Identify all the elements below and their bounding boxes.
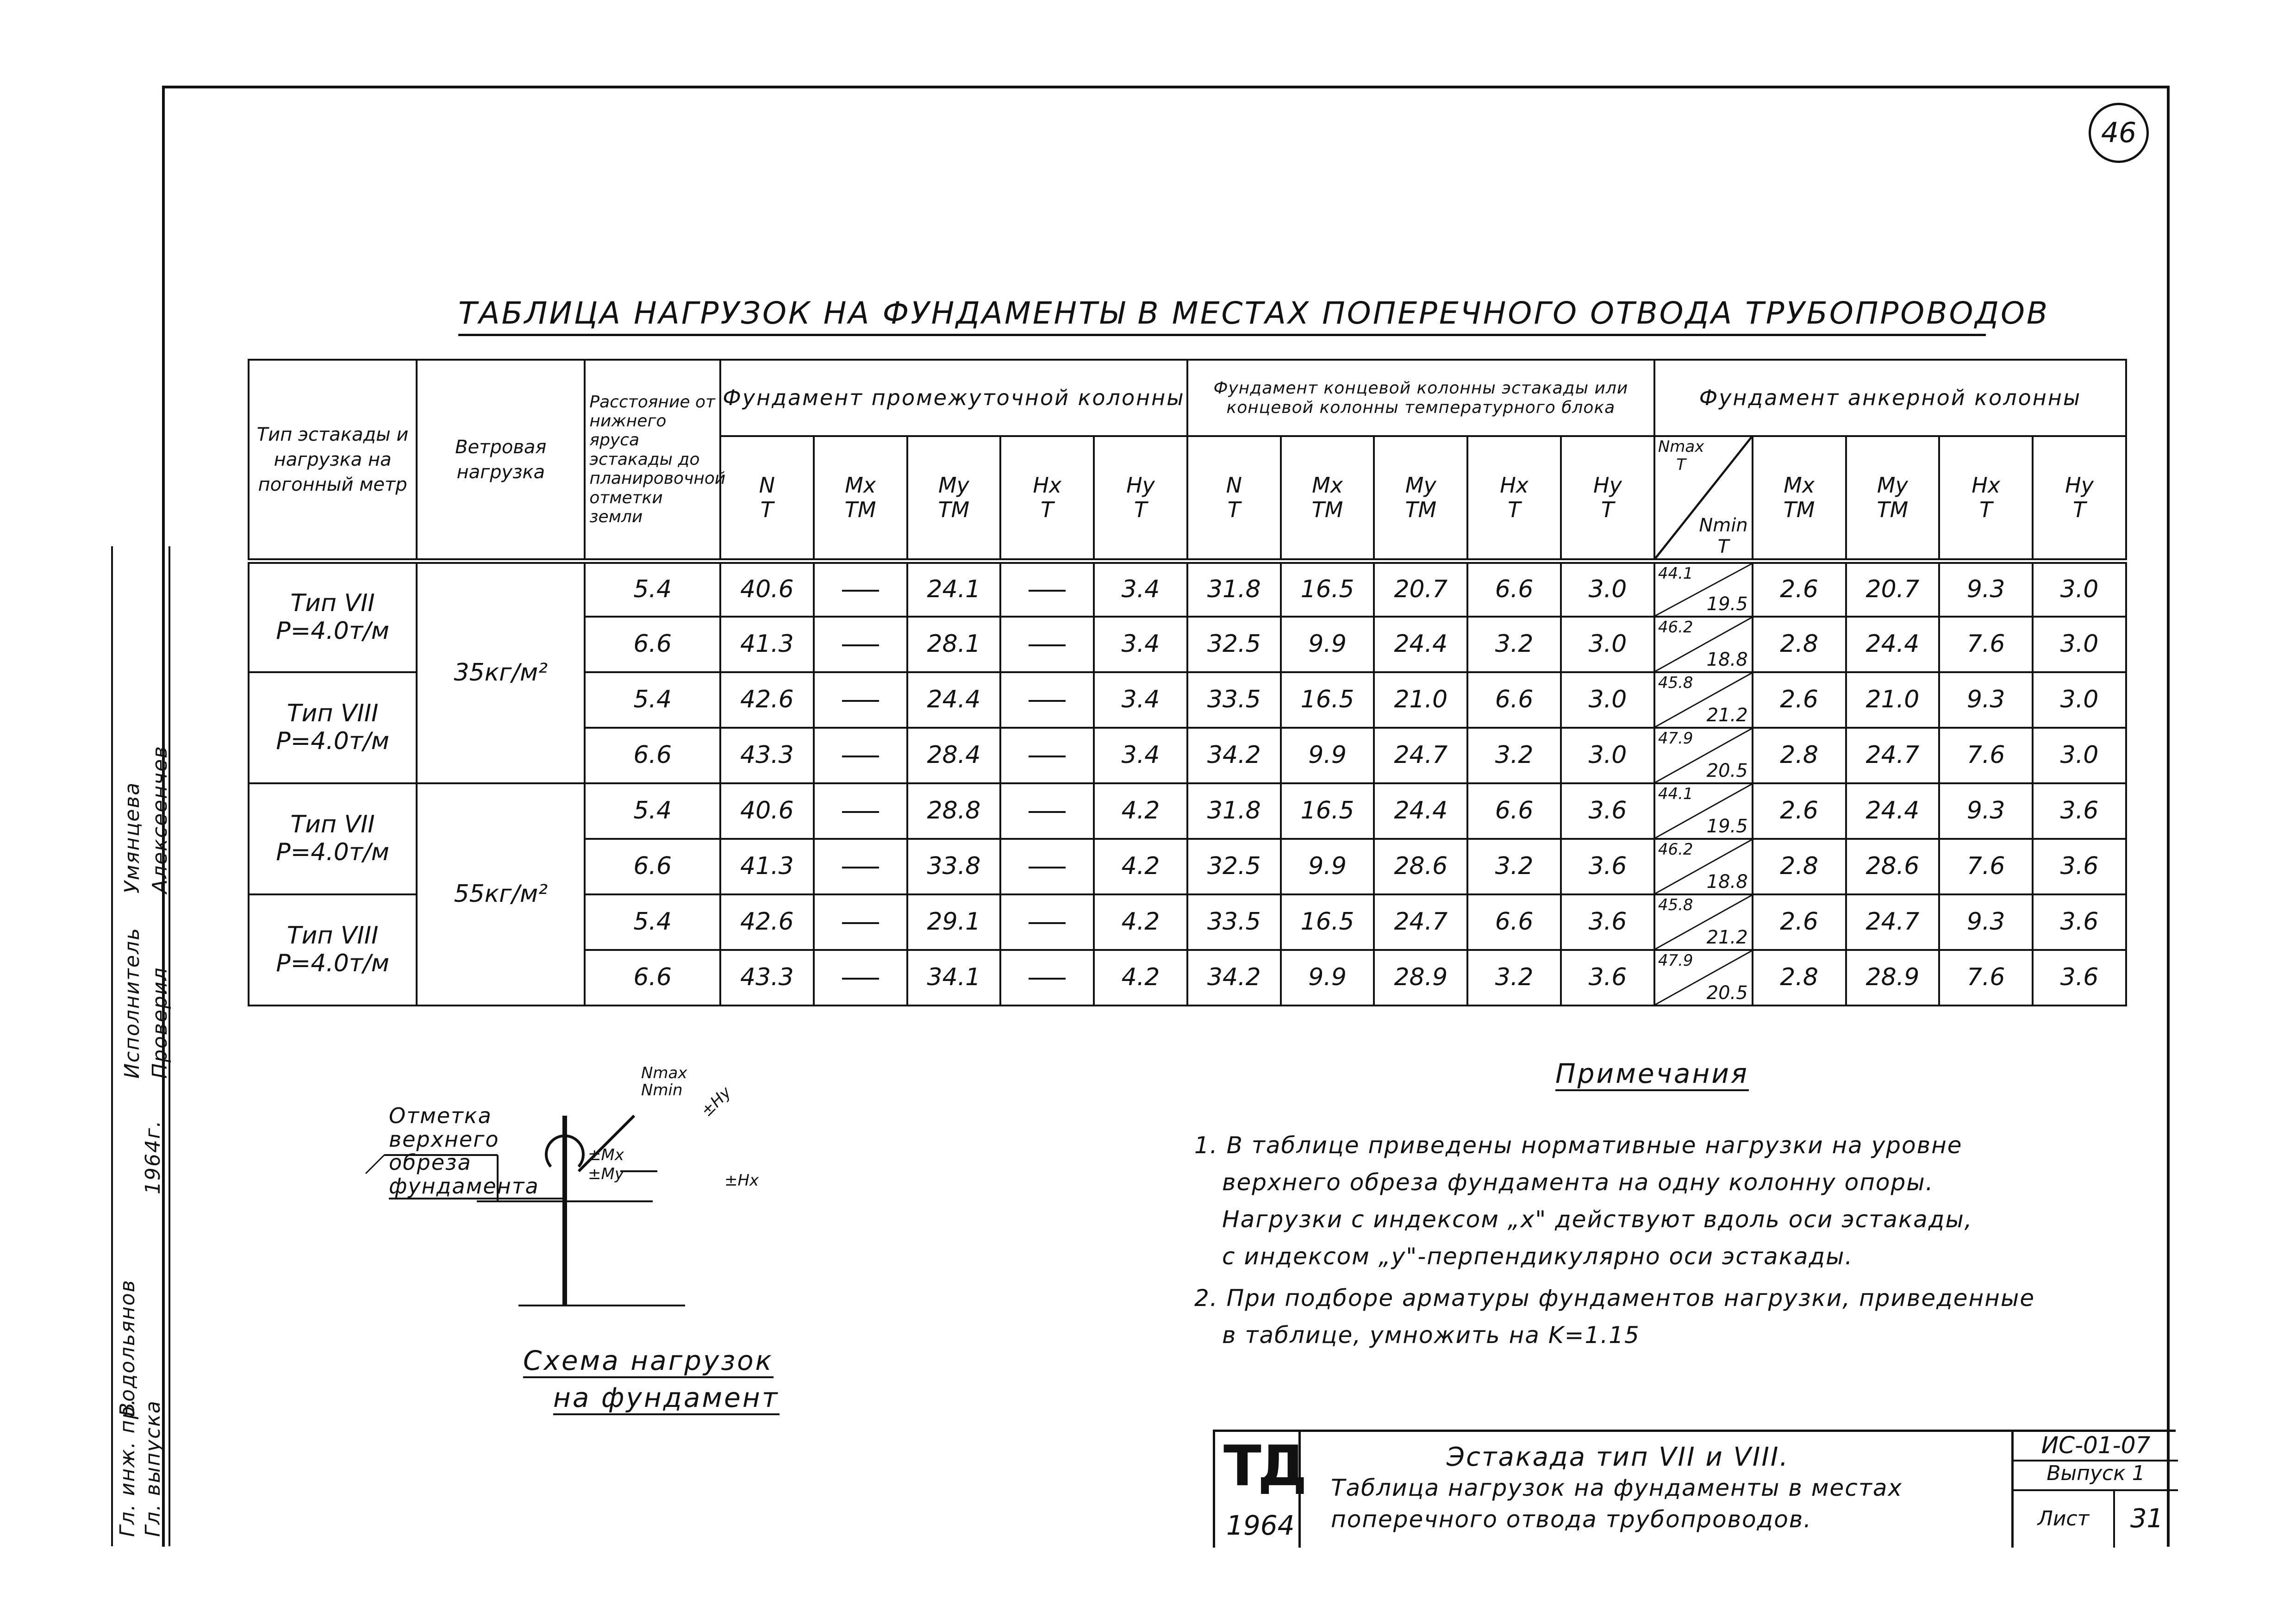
cell-eN: 33.5 [1187, 894, 1281, 950]
cell-eN: 31.8 [1187, 783, 1281, 839]
cell-empty [1000, 561, 1094, 617]
col-N: N Т [720, 436, 814, 561]
cell-eHx: 6.6 [1467, 783, 1561, 839]
dash-mark [842, 644, 879, 646]
col-anchor-Hx: Hx Т [1939, 436, 2033, 561]
cell-anchor-N: 47.9 20.5 [1654, 950, 1753, 1006]
dash-mark [842, 590, 879, 592]
cell-empty [814, 672, 907, 728]
stamp-sheet-label: Лист [2014, 1489, 2115, 1548]
cell-empty [1000, 839, 1094, 894]
row-type: Тип VII P=4.0т/м [249, 783, 417, 894]
col-Hx: Hx Т [1000, 436, 1094, 561]
cell-aHx: 9.3 [1939, 672, 2033, 728]
loads-table [248, 359, 2127, 1006]
cell-eHy: 3.6 [1561, 783, 1654, 839]
dash-mark [842, 978, 879, 980]
dash-mark [1029, 700, 1066, 702]
cell-N: 42.6 [720, 672, 814, 728]
cell-anchor-N: 45.8 21.2 [1654, 894, 1753, 950]
schema-hx: ±Hx [724, 1171, 759, 1190]
col-Hy: Hy Т [1094, 436, 1187, 561]
cell-anchor-N: 44.1 19.5 [1654, 561, 1753, 617]
cell-eMx: 16.5 [1281, 783, 1374, 839]
dash-mark [1029, 590, 1066, 592]
cell-aHy: 3.6 [2033, 839, 2126, 894]
stamp-line2: Таблица нагрузок на фундаменты в местах [1331, 1474, 1903, 1501]
col-My: My ТМ [907, 436, 1001, 561]
row-type: Тип VIII P=4.0т/м [249, 672, 417, 783]
notes-heading: Примечания [1555, 1058, 1749, 1091]
header-group-intermediate: Фундамент промежуточной колонны [720, 360, 1187, 436]
cell-N: 42.6 [720, 894, 814, 950]
cell-N: 43.3 [720, 950, 814, 1006]
cell-N: 43.3 [720, 728, 814, 783]
cell-aMx: 2.8 [1753, 950, 1846, 1006]
cell-eHy: 3.6 [1561, 839, 1654, 894]
cell-aMx: 2.6 [1753, 783, 1846, 839]
cell-empty [1000, 617, 1094, 672]
executor-label: Исполнитель [120, 927, 144, 1079]
cell-eHy: 3.6 [1561, 950, 1654, 1006]
cell-Hy: 3.4 [1094, 728, 1187, 783]
publisher-logo: ТД 1964 [1215, 1432, 1301, 1548]
chief-name: Водольянов [116, 1279, 139, 1417]
cell-aMy: 28.9 [1846, 950, 1940, 1006]
cell-Hy: 3.4 [1094, 561, 1187, 617]
col-end-Mx: Mx ТМ [1281, 436, 1374, 561]
cell-empty [814, 783, 907, 839]
table-title: ТАБЛИЦА НАГРУЗОК НА ФУНДАМЕНТЫ В МЕСТАХ ПОПЕРЕЧНОГО ОТВОДА ТРУБОПРОВОДОВ [458, 295, 1986, 336]
schema-nmax: Nmax Nmin [641, 1064, 687, 1100]
cell-eMx: 16.5 [1281, 672, 1374, 728]
cell-eHx: 6.6 [1467, 672, 1561, 728]
cell-aMy: 28.6 [1846, 839, 1940, 894]
dash-mark [842, 922, 879, 924]
dash-mark [1029, 922, 1066, 924]
checker-name: Алексеенчев [148, 745, 172, 893]
cell-Hy: 3.4 [1094, 672, 1187, 728]
cell-anchor-N: 45.8 21.2 [1654, 672, 1753, 728]
cell-eHx: 6.6 [1467, 894, 1561, 950]
cell-aHy: 3.0 [2033, 728, 2126, 783]
cell-empty [1000, 728, 1094, 783]
cell-empty [1000, 894, 1094, 950]
stamp-line3: поперечного отвода трубопроводов. [1331, 1506, 1812, 1533]
note-line: 1. В таблице приведены нормативные нагрузки на уровне [1194, 1132, 1963, 1159]
cell-aMx: 2.8 [1753, 728, 1846, 783]
cell-eHx: 3.2 [1467, 617, 1561, 672]
cell-aHx: 7.6 [1939, 839, 2033, 894]
cell-anchor-N: 46.2 18.8 [1654, 839, 1753, 894]
cell-My: 33.8 [907, 839, 1001, 894]
cell-aMx: 2.8 [1753, 617, 1846, 672]
col-end-My: My ТМ [1374, 436, 1467, 561]
col-end-Hx: Hx Т [1467, 436, 1561, 561]
col-end-Hy: Hy Т [1561, 436, 1654, 561]
cell-distance: 6.6 [585, 950, 720, 1006]
col-anchor-Nmax-Nmin: Nmax Т Nmin Т [1654, 436, 1753, 561]
table-body [249, 561, 2126, 1006]
cell-eMx: 9.9 [1281, 617, 1374, 672]
cell-aHy: 3.0 [2033, 561, 2126, 617]
sheet-number: 46 [2089, 103, 2149, 163]
dash-mark [1029, 644, 1066, 646]
stamp-side [2011, 1432, 2178, 1548]
header-wind: Ветровая нагрузка [417, 360, 585, 561]
cell-eN: 32.5 [1187, 839, 1281, 894]
schema-caption-line2: на фундамент [553, 1382, 780, 1415]
header-type: Тип эстакады и нагрузка на погонный метр [249, 360, 417, 561]
cell-eHy: 3.0 [1561, 672, 1654, 728]
cell-aHy: 3.6 [2033, 894, 2126, 950]
cell-distance: 6.6 [585, 617, 720, 672]
note-line: 2. При подборе арматуры фундаментов нагрузки, приведенные [1194, 1285, 2035, 1312]
row-wind: 35кг/м² [417, 561, 585, 783]
dash-mark [1029, 756, 1066, 757]
cell-eN: 32.5 [1187, 617, 1281, 672]
schema-label-top: Отметка верхнего обреза фундамента [389, 1104, 565, 1199]
cell-eN: 34.2 [1187, 728, 1281, 783]
cell-aMy: 21.0 [1846, 672, 1940, 728]
cell-aHy: 3.0 [2033, 617, 2126, 672]
col-end-N: N Т [1187, 436, 1281, 561]
table-row [249, 561, 2126, 617]
chief-label: Гл. инж. пр. [116, 1398, 139, 1537]
cell-distance: 6.6 [585, 728, 720, 783]
cell-aMx: 2.6 [1753, 561, 1846, 617]
cell-eMy: 24.7 [1374, 728, 1467, 783]
cell-My: 34.1 [907, 950, 1001, 1006]
header-group-end: Фундамент концевой колонны эстакады или концевой колонны температурного блока [1187, 360, 1654, 436]
cell-aMx: 2.6 [1753, 672, 1846, 728]
cell-eHy: 3.0 [1561, 617, 1654, 672]
cell-eMx: 9.9 [1281, 839, 1374, 894]
dash-mark [842, 867, 879, 868]
cell-empty [1000, 672, 1094, 728]
stamp-issue: Выпуск 1 [2014, 1462, 2178, 1491]
schema-moments: ±Mx ±My [588, 1146, 624, 1183]
cell-aHx: 9.3 [1939, 894, 2033, 950]
cell-eHy: 3.0 [1561, 728, 1654, 783]
cell-eMy: 24.4 [1374, 783, 1467, 839]
cell-aHy: 3.6 [2033, 783, 2126, 839]
cell-distance: 5.4 [585, 783, 720, 839]
row-wind: 55кг/м² [417, 783, 585, 1006]
cell-eMx: 9.9 [1281, 728, 1374, 783]
cell-empty [814, 950, 907, 1006]
cell-eMx: 16.5 [1281, 894, 1374, 950]
cell-Hy: 4.2 [1094, 950, 1187, 1006]
col-anchor-My: My ТМ [1846, 436, 1940, 561]
cell-My: 29.1 [907, 894, 1001, 950]
cell-N: 41.3 [720, 617, 814, 672]
cell-eHy: 3.0 [1561, 561, 1654, 617]
cell-aMx: 2.8 [1753, 839, 1846, 894]
cell-eN: 34.2 [1187, 950, 1281, 1006]
cell-anchor-N: 47.9 20.5 [1654, 728, 1753, 783]
cell-anchor-N: 46.2 18.8 [1654, 617, 1753, 672]
cell-empty [814, 839, 907, 894]
cell-Hy: 4.2 [1094, 839, 1187, 894]
cell-aMy: 20.7 [1846, 561, 1940, 617]
stamp-code: ИС-01-07 [2014, 1432, 2178, 1462]
dash-mark [842, 811, 879, 813]
cell-aMy: 24.7 [1846, 894, 1940, 950]
checker-label: Проверил [148, 967, 172, 1079]
cell-eHy: 3.6 [1561, 894, 1654, 950]
cell-eHx: 6.6 [1467, 561, 1561, 617]
cell-distance: 6.6 [585, 839, 720, 894]
cell-aHx: 9.3 [1939, 561, 2033, 617]
cell-empty [814, 728, 907, 783]
cell-N: 40.6 [720, 561, 814, 617]
cell-eMy: 28.9 [1374, 950, 1467, 1006]
schema-caption-line1: Схема нагрузок [523, 1345, 774, 1378]
col-Mx: Mx ТМ [814, 436, 907, 561]
cell-eMx: 9.9 [1281, 950, 1374, 1006]
cell-My: 28.4 [907, 728, 1001, 783]
cell-eN: 33.5 [1187, 672, 1281, 728]
cell-eHx: 3.2 [1467, 950, 1561, 1006]
cell-anchor-N: 44.1 19.5 [1654, 783, 1753, 839]
cell-aHx: 7.6 [1939, 950, 2033, 1006]
cell-eMy: 28.6 [1374, 839, 1467, 894]
cell-eMx: 16.5 [1281, 561, 1374, 617]
cell-aMy: 24.4 [1846, 617, 1940, 672]
signature-year: 1964г. [141, 1119, 165, 1194]
col-anchor-Hy: Hy Т [2033, 436, 2126, 561]
cell-aHy: 3.6 [2033, 950, 2126, 1006]
schema-hy: ±Hy [697, 1083, 735, 1121]
cell-N: 41.3 [720, 839, 814, 894]
cell-empty [814, 894, 907, 950]
cell-eMy: 24.4 [1374, 617, 1467, 672]
cell-empty [814, 561, 907, 617]
dash-mark [1029, 867, 1066, 868]
note-line: в таблице, умножить на K=1.15 [1222, 1322, 1640, 1349]
cell-aMy: 24.7 [1846, 728, 1940, 783]
title-block [1213, 1430, 2176, 1548]
cell-My: 24.1 [907, 561, 1001, 617]
cell-My: 28.8 [907, 783, 1001, 839]
cell-empty [1000, 950, 1094, 1006]
cell-eMy: 24.7 [1374, 894, 1467, 950]
cell-distance: 5.4 [585, 672, 720, 728]
col-anchor-Mx: Mx ТМ [1753, 436, 1846, 561]
cell-N: 40.6 [720, 783, 814, 839]
cell-Hy: 4.2 [1094, 894, 1187, 950]
cell-aMx: 2.6 [1753, 894, 1846, 950]
cell-My: 28.1 [907, 617, 1001, 672]
cell-eHx: 3.2 [1467, 839, 1561, 894]
header-distance: Расстояние от нижнего яруса эстакады до планировочной отметки земли [585, 360, 720, 561]
cell-empty [814, 617, 907, 672]
table-row [249, 783, 2126, 839]
dash-mark [1029, 978, 1066, 980]
cell-eMy: 20.7 [1374, 561, 1467, 617]
row-type: Тип VIII P=4.0т/м [249, 894, 417, 1006]
stamp-sheet: 31 [2130, 1503, 2164, 1534]
note-line: Нагрузки с индексом „x" действуют вдоль оси эстакады, [1222, 1206, 1973, 1233]
cell-eHx: 3.2 [1467, 728, 1561, 783]
cell-empty [1000, 783, 1094, 839]
note-line: с индексом „y"-перпендикулярно оси эстакады. [1222, 1243, 1853, 1270]
cell-eN: 31.8 [1187, 561, 1281, 617]
dash-mark [842, 700, 879, 702]
dash-mark [1029, 811, 1066, 813]
cell-My: 24.4 [907, 672, 1001, 728]
cell-aHx: 9.3 [1939, 783, 2033, 839]
dash-mark [842, 756, 879, 757]
cell-aHy: 3.0 [2033, 672, 2126, 728]
cell-aMy: 24.4 [1846, 783, 1940, 839]
cell-aHx: 7.6 [1939, 617, 2033, 672]
stamp-line1: Эстакада тип VII и VIII. [1447, 1442, 1790, 1472]
cell-Hy: 4.2 [1094, 783, 1187, 839]
cell-distance: 5.4 [585, 894, 720, 950]
cell-aHx: 7.6 [1939, 728, 2033, 783]
cell-distance: 5.4 [585, 561, 720, 617]
cell-Hy: 3.4 [1094, 617, 1187, 672]
cell-eMy: 21.0 [1374, 672, 1467, 728]
issue-head-label: Гл. выпуска [141, 1400, 165, 1537]
executor-name: Умянцева [120, 781, 144, 893]
header-group-anchor: Фундамент анкерной колонны [1654, 360, 2126, 436]
note-line: верхнего обреза фундамента на одну колонну опоры. [1222, 1169, 1934, 1196]
row-type: Тип VII P=4.0т/м [249, 561, 417, 672]
